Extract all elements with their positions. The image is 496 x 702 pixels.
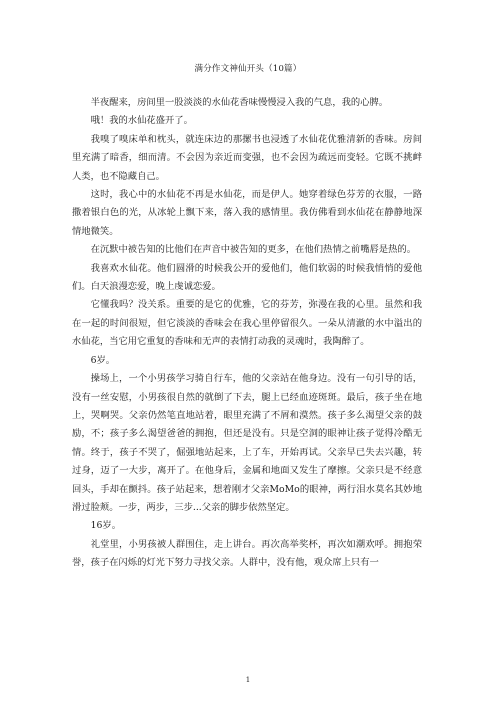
paragraph: 哦！我的水仙花盛开了。 — [90, 115, 193, 127]
paragraph: 我嗅了嗅床单和枕头，就连床边的那摞书也浸透了水仙花优雅清新的香味。房间里充满了暗香，细而清。不会因为亲近而变强，也不会因为疏远而变轻。它既不挑衅人类，也不隐藏自己。 — [72, 133, 422, 182]
paragraph: 礼堂里，小男孩被人群围住，走上讲台。再次高举奖杯，再次如潮欢呼。拥抱荣誉，孩子在闪烁的灯光下努力寻找父亲。人群中，没有他，观众席上只有一 — [72, 538, 422, 569]
document-title: 满分作文神仙开头（10篇） — [194, 64, 302, 74]
paragraph: 它懂我吗？没关系。重要的是它的优雅，它的芬芳，弥漫在我的心里。虽然和我在一起的时间很短，但它淡淡的香味会在我心里停留很久。一朵从清澈的水中溢出的水仙花，当它用它重复的香味和无声的表情打动我的灵魂时，我陶醉了。 — [72, 299, 422, 348]
paragraph: 6岁。 — [90, 354, 116, 366]
paragraph: 半夜醒来，房间里一股淡淡的水仙花香味慢慢浸入我的气息，我的心脾。 — [90, 97, 389, 108]
paragraph: 这时，我心中的水仙花不再是水仙花，而是伊人。她穿着绿色芬芳的衣服，一路撒着银白色的光，从冰轮上飘下来，落入我的感情里。我仿佛看到水仙花在静静地深情地微笑。 — [72, 189, 422, 237]
paragraph: 我喜欢水仙花。他们圆滑的时候我公开的爱他们，他们软弱的时候我悄悄的爱他们。白天浪漫恋爱，晚上虔诚恋爱。 — [72, 262, 422, 293]
page-number: 1 — [245, 676, 251, 684]
paragraph: 在沉默中被告知的比他们在声音中被告知的更多，在他们热情之前嘴唇是热的。 — [90, 244, 416, 256]
paragraph: 操场上，一个小男孩学习骑自行车，他的父亲站在他身边。没有一句引导的话，没有一丝安慰，小男孩很自然的就倒了下去，腿上已经血迹斑斑。最后，孩子坐在地上，哭啊哭。父亲仍然笔直地站着，眼里充满了不屑和漠然。孩子多么渴望父亲的鼓励，不；孩子多么渴望爸爸的拥抱，但还是没有。只是空洞的眼神让孩子觉得冷酷无情。终于，孩子不哭了，倔强地站起来，上了车，开始再试。父亲早已失去兴趣，转过身，迈了一大步，离开了。在他身后，金属和地面又发生了摩擦。父亲只是不经意回头，手却在颤抖。孩子站起来，想着刚才父亲MoMo的眼神，两行泪水莫名其妙地滑过脸颊。一步，两步，三步...父亲的脚步依然坚定。 — [72, 373, 422, 513]
paragraph: 16岁。 — [90, 520, 122, 532]
document-body — [72, 94, 422, 573]
